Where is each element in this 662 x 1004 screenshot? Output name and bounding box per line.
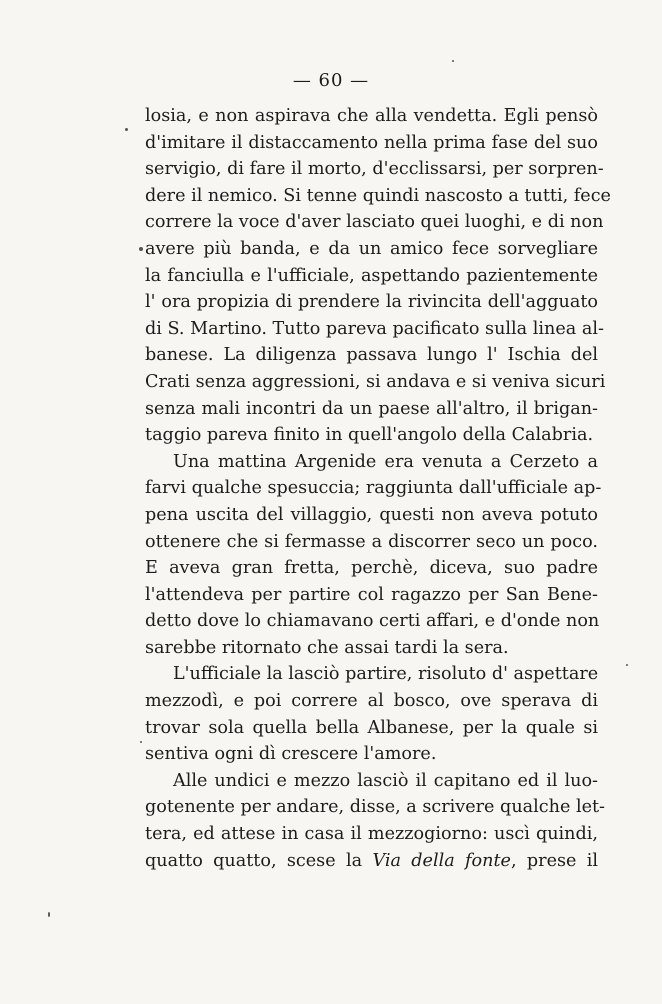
text-line: l'attendeva per partire col ragazzo per San Bene- xyxy=(145,584,598,605)
text-line: L'ufficiale la lasciò partire, risoluto d' aspettare xyxy=(173,664,599,685)
text-line: taggio pareva finito in quell'angolo della Calabria. xyxy=(145,425,594,446)
text-line: la fanciulla e l'ufficiale, aspettando pazientemente xyxy=(145,265,598,286)
text-line: mezzodì, e poi correre al bosco, ove sperava di xyxy=(145,691,598,712)
text-line: tera, ed attese in casa il mezzogiorno: uscì quindi, xyxy=(145,824,598,845)
text-line: correre la voce d'aver lasciato quei luoghi, e di non xyxy=(145,212,604,233)
text-line: avere più banda, e da un amico fece sorvegliare xyxy=(145,238,598,259)
text-line: Una mattina Argenide era venuta a Cerzeto a xyxy=(173,451,598,472)
text-line: sarebbe ritornato che assai tardi la sera. xyxy=(145,637,509,658)
text-line: pena uscita del villaggio, questi non aveva potuto xyxy=(145,504,598,525)
text-line: d'imitare il distaccamento nella prima fase del suo xyxy=(145,132,598,153)
italic-street-name: Via della fonte xyxy=(372,850,511,871)
text-line: farvi qualche spesuccia; raggiunta dall'ufficiale ap- xyxy=(145,478,602,499)
text-fragment: , prese il xyxy=(510,850,599,871)
text-line: losia, e non aspirava che alla vendetta. Egli pensò xyxy=(145,106,598,126)
text-line: senza mali incontri da un paese all'altro, il brigan- xyxy=(145,398,598,419)
text-line: gotenente per andare, disse, a scrivere qualche let- xyxy=(145,797,606,818)
print-speck xyxy=(139,247,143,251)
text-line: detto dove lo chiamavano certi affari, e d'onde non xyxy=(145,611,600,632)
text-line: l' ora propizia di prendere la rivincita dell'agguato xyxy=(145,292,598,313)
text-line: E aveva gran fretta, perchè, diceva, suo padre xyxy=(145,558,598,579)
page-number: — 60 — xyxy=(292,70,370,91)
text-line: di S. Martino. Tutto pareva pacificato sulla linea al- xyxy=(145,318,604,339)
text-line: dere il nemico. Si tenne quindi nascosto a tutti, fece xyxy=(145,185,611,206)
text-fragment: quatto quatto, scese la xyxy=(145,850,363,871)
text-line: servigio, di fare il morto, d'ecclissarsi, per sorpren- xyxy=(145,159,604,180)
text-line: trovar sola quella bella Albanese, per la quale si xyxy=(145,717,598,738)
print-speck xyxy=(125,128,128,131)
text-line: Alle undici e mezzo lasciò il capitano ed il luo- xyxy=(173,770,598,791)
text-line-mixed xyxy=(145,848,598,875)
print-speck xyxy=(140,741,142,743)
print-speck xyxy=(452,60,454,62)
print-speck xyxy=(48,912,50,917)
text-line: ottenere che si fermasse a discorrer seco un poco. xyxy=(145,531,598,552)
text-line: sentiva ogni dì crescere l'amore. xyxy=(145,744,437,765)
text-line: Crati senza aggressioni, si andava e si veniva sicuri xyxy=(145,371,606,392)
print-speck xyxy=(626,664,628,666)
body-text xyxy=(145,103,611,874)
text-line: banese. La diligenza passava lungo l' Ischia del xyxy=(145,345,598,366)
